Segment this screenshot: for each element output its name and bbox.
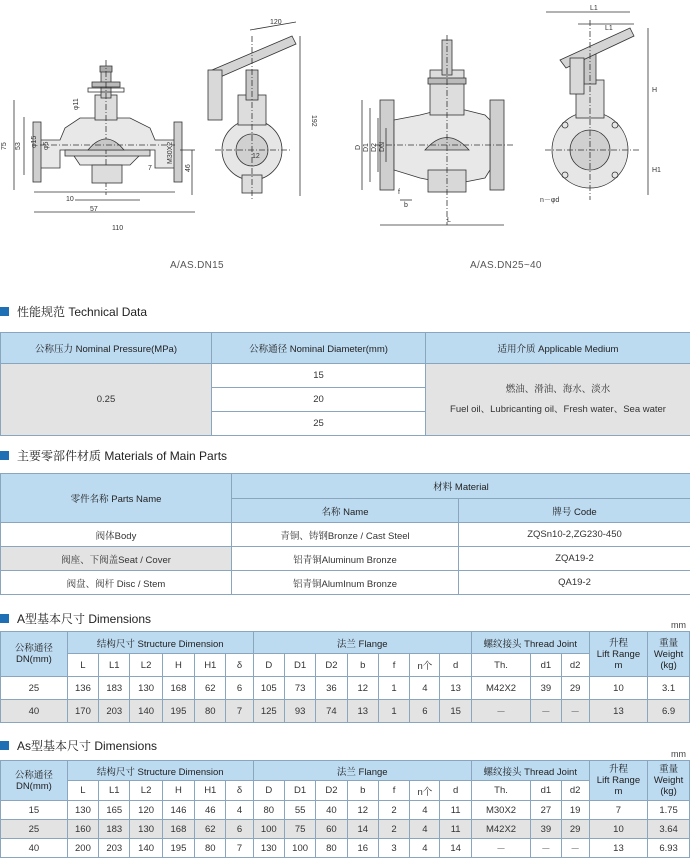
a-dims-title <box>0 610 151 626</box>
table-cell: － <box>561 700 589 723</box>
table-cell: 100 <box>284 839 315 858</box>
table-cell: 62 <box>195 820 226 839</box>
table-cell: 14 <box>440 839 471 858</box>
th-L1: L1 <box>99 781 130 801</box>
table-cell: 130 <box>67 801 98 820</box>
th-H1: H1 <box>195 654 226 677</box>
table-cell: 6 <box>226 820 253 839</box>
dim-f: f <box>398 189 400 196</box>
td-diameter-20: 20 <box>212 388 426 412</box>
th-f: f <box>378 654 409 677</box>
table-cell: 4 <box>410 677 440 700</box>
th-weight <box>648 632 690 677</box>
th-n: n个 <box>410 781 440 801</box>
table-cell: 16 <box>347 839 378 858</box>
th-b: b <box>347 781 378 801</box>
table-cell: 75 <box>284 820 315 839</box>
table-row <box>1 571 690 595</box>
material-part: 阀盘、阀杆 Disc / Stem <box>1 571 232 595</box>
th-lift-cn: 升程 <box>608 637 628 649</box>
a-dims-col-headers <box>1 654 690 677</box>
table-row <box>1 801 690 820</box>
table-cell: 25 <box>1 677 68 700</box>
table-row <box>1 677 690 700</box>
th-D2: D2 <box>316 654 347 677</box>
table-row <box>1 700 690 723</box>
as-dims-title-text: As型基本尺寸 Dimensions <box>17 738 158 753</box>
table-cell: 4 <box>410 839 440 858</box>
th-D1: D1 <box>284 781 315 801</box>
dim-DN: DN <box>379 141 386 152</box>
dim-46: 46 <box>185 164 192 172</box>
dim-phi11: φ11 <box>73 98 80 110</box>
dn15-side-view <box>208 22 300 200</box>
dim-110: 110 <box>112 225 124 232</box>
table-cell: － <box>561 839 589 858</box>
table-cell: 183 <box>99 820 130 839</box>
th-f: f <box>378 781 409 801</box>
a-dims-body <box>1 677 690 723</box>
td-pressure: 0.25 <box>1 364 212 436</box>
table-cell: 170 <box>67 700 98 723</box>
table-cell: M42X2 <box>471 677 530 700</box>
td-diameter-15: 15 <box>212 364 426 388</box>
table-cell: 7 <box>589 801 647 820</box>
td-diameter-25: 25 <box>212 412 426 436</box>
th-d2: d2 <box>561 781 589 801</box>
table-cell: 140 <box>130 700 162 723</box>
table-cell: 40 <box>1 700 68 723</box>
as-dims-body <box>1 801 690 858</box>
materials-title <box>0 447 227 463</box>
table-cell: 2 <box>378 801 409 820</box>
th-lift-unit: m <box>614 659 623 671</box>
th-d2: d2 <box>561 654 589 677</box>
dim-D: D <box>355 144 362 150</box>
dim-12: 12 <box>252 153 260 160</box>
table-row <box>1 820 690 839</box>
th-lift-en: Lift Range <box>596 648 641 660</box>
th-L1: L1 <box>99 654 130 677</box>
table-cell: 13 <box>440 677 471 700</box>
table-cell: 3.1 <box>648 677 690 700</box>
table-cell: 13 <box>589 839 647 858</box>
table-row <box>1 547 690 571</box>
section-marker-icon <box>0 614 9 623</box>
table-cell: 4 <box>410 801 440 820</box>
table-cell: 46 <box>195 801 226 820</box>
dn15-front-view <box>14 60 195 212</box>
table-cell: 130 <box>130 677 162 700</box>
th-delta: δ <box>226 781 253 801</box>
dim-7: 7 <box>148 165 152 172</box>
table-cell: － <box>531 839 561 858</box>
th-structure: 结构尺寸 Structure Dimension <box>67 632 253 654</box>
dim-H1: H1 <box>652 167 661 174</box>
table-cell: 2 <box>378 820 409 839</box>
dim-phi5: φ5 <box>43 141 50 150</box>
table-cell: 39 <box>531 677 561 700</box>
table-cell: 55 <box>284 801 315 820</box>
dim-10: 10 <box>66 196 74 203</box>
table-cell: 203 <box>99 839 130 858</box>
th-parts-name: 零件名称 Parts Name <box>1 474 232 523</box>
dim-phi15: φ15 <box>31 135 38 148</box>
table-cell: 60 <box>316 820 347 839</box>
materials-table <box>0 473 690 595</box>
table-cell: 6 <box>410 700 440 723</box>
table-cell: 25 <box>1 820 68 839</box>
table-cell: 29 <box>561 820 589 839</box>
table-cell: 7 <box>226 839 253 858</box>
th-weight-en: Weight <box>653 648 684 660</box>
th-nominal-pressure: 公称压力 Nominal Pressure(MPa) <box>1 333 212 364</box>
th-weight-en: Weight <box>653 775 684 786</box>
th-nominal-diameter: 公称通径 Nominal Diameter(mm) <box>212 333 426 364</box>
section-marker-icon <box>0 451 9 460</box>
as-dims-table <box>0 760 690 858</box>
table-cell: 93 <box>284 700 315 723</box>
dn25-front-view <box>362 35 515 225</box>
th-weight-unit: (kg) <box>660 786 677 797</box>
table-cell: 15 <box>1 801 68 820</box>
table-cell: 200 <box>67 839 98 858</box>
th-delta: δ <box>226 654 253 677</box>
dim-H: H <box>652 87 658 94</box>
table-cell: 29 <box>561 677 589 700</box>
th-code: 牌号 Code <box>459 499 690 523</box>
technical-data-table <box>0 332 690 436</box>
th-H1: H1 <box>195 781 226 801</box>
technical-data-title-text: 性能规范 Technical Data <box>17 304 148 319</box>
section-marker-icon <box>0 307 9 316</box>
table-cell: 203 <box>99 700 130 723</box>
table-cell: 4 <box>410 820 440 839</box>
table-cell: 105 <box>253 677 284 700</box>
table-row <box>1 839 690 858</box>
material-code: ZQA19-2 <box>459 547 690 571</box>
th-D2: D2 <box>316 781 347 801</box>
table-cell: 7 <box>226 700 253 723</box>
th-D1: D1 <box>284 654 315 677</box>
th-H: H <box>162 654 194 677</box>
dim-L1-inner: L1 <box>605 25 613 32</box>
table-cell: 80 <box>316 839 347 858</box>
table-cell: － <box>471 839 530 858</box>
th-Th: Th. <box>471 781 530 801</box>
table-cell: 130 <box>130 820 162 839</box>
medium-en: Fuel oil、Lubricanting oil、Fresh water、Sea water <box>450 403 666 415</box>
th-d: d <box>440 781 471 801</box>
th-dn-en: DN(mm) <box>15 654 52 665</box>
material-part: 阀体Body <box>1 523 232 547</box>
a-dims-table <box>0 631 690 723</box>
dim-D2: D2 <box>371 143 378 152</box>
th-b: b <box>347 654 378 677</box>
table-cell: 10 <box>589 677 647 700</box>
dim-57: 57 <box>90 206 98 213</box>
material-name: 铝青铜AlumInum Bronze <box>232 571 459 595</box>
material-name: 青铜、铸钢Bronze / Cast Steel <box>232 523 459 547</box>
th-thread: 螺纹接头 Thread Joint <box>471 761 589 781</box>
th-L: L <box>67 654 98 677</box>
th-dn <box>1 761 68 801</box>
a-dims-title-text: A型基本尺寸 Dimensions <box>17 611 152 626</box>
table-cell: 27 <box>531 801 561 820</box>
table-cell: 19 <box>561 801 589 820</box>
material-code: QA19-2 <box>459 571 690 595</box>
th-weight-cn: 重量 <box>659 637 679 649</box>
table-cell: 74 <box>316 700 347 723</box>
table-cell: 11 <box>440 801 471 820</box>
table-cell: 136 <box>67 677 98 700</box>
th-D: D <box>253 654 284 677</box>
table-cell: 12 <box>347 801 378 820</box>
table-cell: 12 <box>347 677 378 700</box>
table-cell: 195 <box>162 700 194 723</box>
table-cell: 40 <box>1 839 68 858</box>
th-lift-cn: 升程 <box>608 764 628 775</box>
th-dn-cn: 公称通径 <box>14 769 53 781</box>
table-cell: 120 <box>130 801 162 820</box>
table-cell: 40 <box>316 801 347 820</box>
table-cell: 4 <box>226 801 253 820</box>
table-cell: 130 <box>253 839 284 858</box>
th-Th: Th. <box>471 654 530 677</box>
dn25-side-view <box>545 12 648 200</box>
a-dims-unit: mm <box>671 620 686 630</box>
table-cell: 140 <box>130 839 162 858</box>
th-dn-en: DN(mm) <box>15 780 52 792</box>
table-cell: 195 <box>162 839 194 858</box>
table-cell: 15 <box>440 700 471 723</box>
table-cell: 146 <box>162 801 194 820</box>
table-cell: 160 <box>67 820 98 839</box>
table-cell: － <box>471 700 530 723</box>
table-cell: 6.93 <box>648 839 690 858</box>
material-name: 铝青铜Aluminum Bronze <box>232 547 459 571</box>
as-dims-col-headers <box>1 781 690 801</box>
th-thread: 螺纹接头 Thread Joint <box>471 632 589 654</box>
material-code: ZQSn10-2,ZG230-450 <box>459 523 690 547</box>
dim-m30: M30X2 <box>167 141 174 164</box>
th-flange: 法兰 Flange <box>253 632 471 654</box>
table-cell: 6 <box>226 677 253 700</box>
table-cell: － <box>531 700 561 723</box>
table-cell: M30X2 <box>471 801 530 820</box>
th-d1: d1 <box>531 781 561 801</box>
table-cell: 1 <box>378 700 409 723</box>
table-cell: 14 <box>347 820 378 839</box>
dim-192: 192 <box>310 115 317 127</box>
as-dims-unit: mm <box>671 749 686 759</box>
th-lift <box>589 632 647 677</box>
dim-75: 75 <box>1 142 8 150</box>
table-cell: 13 <box>347 700 378 723</box>
table-cell: 36 <box>316 677 347 700</box>
caption-dn15: A/AS.DN15 <box>170 260 224 271</box>
th-L2: L2 <box>130 654 162 677</box>
table-cell: 73 <box>284 677 315 700</box>
table-cell: M42X2 <box>471 820 530 839</box>
table-cell: 39 <box>531 820 561 839</box>
table-cell: 168 <box>162 677 194 700</box>
table-cell: 1 <box>378 677 409 700</box>
th-structure: 结构尺寸 Structure Dimension <box>67 761 253 781</box>
table-cell: 80 <box>253 801 284 820</box>
th-lift-unit: m <box>614 786 623 797</box>
as-dims-title <box>0 737 157 753</box>
th-applicable-medium: 适用介质 Applicable Medium <box>426 333 690 364</box>
table-cell: 80 <box>195 700 226 723</box>
table-cell: 100 <box>253 820 284 839</box>
th-dn-cn: 公称通径 <box>14 643 53 654</box>
dim-120: 120 <box>270 19 282 26</box>
th-dn <box>1 632 68 677</box>
th-d: d <box>440 654 471 677</box>
table-cell: 11 <box>440 820 471 839</box>
table-cell: 62 <box>195 677 226 700</box>
materials-title-text: 主要零部件材质 Materials of Main Parts <box>17 448 228 463</box>
th-lift <box>589 761 647 801</box>
section-marker-icon <box>0 741 9 750</box>
th-name: 名称 Name <box>232 499 459 523</box>
th-flange: 法兰 Flange <box>253 761 471 781</box>
th-d1: d1 <box>531 654 561 677</box>
table-cell: 3 <box>378 839 409 858</box>
dim-53: 53 <box>15 142 22 150</box>
dim-L: L <box>447 217 451 224</box>
table-cell: 80 <box>195 839 226 858</box>
dim-n-phid: n－φd <box>540 197 560 204</box>
table-cell: 6.9 <box>648 700 690 723</box>
table-cell: 10 <box>589 820 647 839</box>
technical-drawings <box>0 0 690 290</box>
table-cell: 1.75 <box>648 801 690 820</box>
table-cell: 183 <box>99 677 130 700</box>
table-cell: 168 <box>162 820 194 839</box>
th-n: n个 <box>410 654 440 677</box>
caption-dn25-40: A/AS.DN25~40 <box>470 260 542 271</box>
th-D: D <box>253 781 284 801</box>
td-medium <box>426 364 690 436</box>
th-weight-unit: (kg) <box>660 659 677 671</box>
th-L2: L2 <box>130 781 162 801</box>
technical-data-title <box>0 303 147 319</box>
table-cell: 125 <box>253 700 284 723</box>
dim-L1-outer: L1 <box>590 5 598 12</box>
th-H: H <box>162 781 194 801</box>
dim-D1: D1 <box>363 143 370 152</box>
th-lift-en: Lift Range <box>596 775 641 786</box>
medium-cn: 燃油、滑油、海水、淡水 <box>505 383 611 395</box>
th-L: L <box>67 781 98 801</box>
table-cell: 3.64 <box>648 820 690 839</box>
material-part: 阀座、下阀盖Seat / Cover <box>1 547 232 571</box>
th-weight <box>648 761 690 801</box>
th-material: 材料 Material <box>232 474 690 499</box>
valve-drawings-svg <box>0 0 690 290</box>
th-weight-cn: 重量 <box>659 764 679 775</box>
dim-b: b <box>404 202 408 209</box>
table-cell: 13 <box>589 700 647 723</box>
table-cell: 165 <box>99 801 130 820</box>
table-row <box>1 523 690 547</box>
